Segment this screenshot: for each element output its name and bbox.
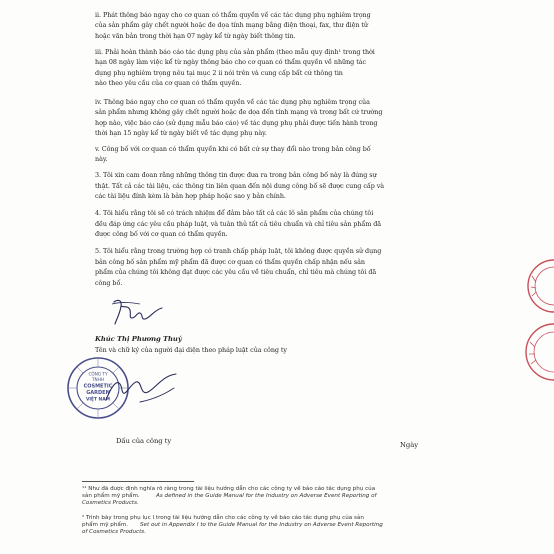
item-ii-line1: ii. Phát thông báo ngay cho cơ quan có thẩm quyền về các tác dụng phụ nghiêm trọng xyxy=(95,11,371,19)
para-5-line3: phẩm của chúng tôi không đạt được các yêu cầu về tiêu chuẩn, chỉ tiêu mà chúng tôi đã xyxy=(95,268,377,276)
stamp-signature-scribble xyxy=(100,370,180,410)
para-3-line3: các tài liệu đính kèm là bản hợp pháp hoặc sao y bản chính. xyxy=(95,192,286,200)
footnote-divider xyxy=(82,481,194,482)
item-ii-line3: hoặc văn bản trong thời hạn 07 ngày kể từ ngày biết thông tin. xyxy=(95,32,296,40)
handwritten-signature xyxy=(110,296,170,330)
para-4-line3: được công bố với cơ quan có thẩm quyền. xyxy=(95,230,228,238)
stamp-line1: CÔNG TY xyxy=(88,371,108,377)
item-iv-line3: hợp nào, việc báo cáo (sử dụng mẫu báo cáo) về tác dụng phụ phải được tiến hành trong xyxy=(95,119,378,127)
item-iv-line1: iv. Thông báo ngay cho cơ quan có thẩm quyền về các tác dụng phụ nghiêm trọng của xyxy=(95,98,370,106)
para-5-line4: công bố. xyxy=(95,279,123,287)
item-iv-line4: thời hạn 15 ngày kể từ ngày biết về tác dụng phụ này. xyxy=(95,129,267,137)
item-iv-line2: sản phẩm nhưng không gây chết người hoặc đe dọa đến tính mạng và trong bất cứ trường xyxy=(95,108,383,116)
para-4-line1: 4. Tôi hiểu rằng tôi sẽ có trách nhiệm để đảm bảo tất cả các lô sản phẩm của chúng tôi xyxy=(95,209,374,217)
item-iii-line4: nào theo yêu cầu của cơ quan có thẩm quyền. xyxy=(95,79,242,87)
stamp-line4: GARDEN xyxy=(86,390,110,396)
stamp-line2: TNHH xyxy=(92,377,104,382)
date-label: Ngày xyxy=(400,441,418,449)
footnote-1-line2: sản phẩm mỹ phẩm. xyxy=(82,493,140,499)
item-iii-line2: hạn 08 ngày làm việc kể từ ngày thông báo cho cơ quan có thẩm quyền về những tác xyxy=(95,58,367,66)
para-5-line1: 5. Tôi hiểu rằng trong trường hợp có tranh chấp pháp luật, tôi không được quyền sử dụng xyxy=(95,247,382,255)
footnote-2-line1: ² Trình bày trong phụ lục I trong tài liệu hướng dẫn cho các công ty về báo cáo tác dụng phụ của sản xyxy=(82,515,364,521)
footnote-1-line3: As defined in the Guide Manual for the Industry on Adverse Event Reporting of xyxy=(156,493,377,499)
signer-caption: Tên và chữ ký của người đại diện theo pháp luật của công ty xyxy=(95,346,287,354)
stamp-line5: VIỆT NAM xyxy=(86,397,110,403)
item-ii-line2: của sản phẩm gây chết người hoặc đe dọa tính mạng bằng điện thoại, fax, thư điện tử xyxy=(95,21,368,29)
item-iii-line3: dụng phụ nghiêm trọng nêu tại mục 2 ii nói trên và cung cấp bất cứ thông tin xyxy=(95,69,343,77)
para-3-line1: 3. Tôi xin cam đoan rằng những thông tin được đưa ra trong bản công bố này là đúng sự xyxy=(95,171,377,179)
footnote-1-line4: Cosmetics Products. xyxy=(82,500,139,506)
footnote-2-line2: phẩm mỹ phẩm. xyxy=(82,522,129,528)
signer-name: Khúc Thị Phương Thuý xyxy=(95,335,182,343)
footnote-2-line3: Set out in Appendix I to the Guide Manual for the Industry on Adverse Event Reporting xyxy=(140,522,383,528)
red-edge-seal-lower xyxy=(518,320,554,384)
item-iii-line1: iii. Phải hoàn thành báo cáo tác dụng phụ của sản phẩm (theo mẫu quy định¹ trong thời xyxy=(95,48,375,56)
red-edge-seal-upper xyxy=(518,256,554,316)
item-v-line2: này. xyxy=(95,155,108,163)
footnote-2-line4: of Cosmetics Products. xyxy=(82,529,146,535)
para-3-line2: thật. Tất cả các tài liệu, các thông tin liên quan đến nội dung công bố sẽ được cung cấp và xyxy=(95,182,385,190)
para-5-line2: bản công bố sản phẩm mỹ phẩm đã được cơ quan có thẩm quyền chấp nhận nếu sản xyxy=(95,258,365,266)
company-stamp-label: Dấu của công ty xyxy=(116,437,172,445)
para-4-line2: đều đáp ứng các yêu cầu pháp luật, và tuân thủ tất cả tiêu chuẩn và chỉ tiêu sản phẩm đã xyxy=(95,220,382,228)
footnote-1-line1: ¹¹ Như đã được định nghĩa rõ ràng trong tài liệu hướng dẫn cho các công ty về báo cáo tác dụng phụ của xyxy=(82,486,376,492)
item-v-line1: v. Công bố với cơ quan có thẩm quyền khi có bất cứ sự thay đổi nào trong bản công bố xyxy=(95,145,371,153)
stamp-line3: COSMETIC xyxy=(83,383,113,390)
